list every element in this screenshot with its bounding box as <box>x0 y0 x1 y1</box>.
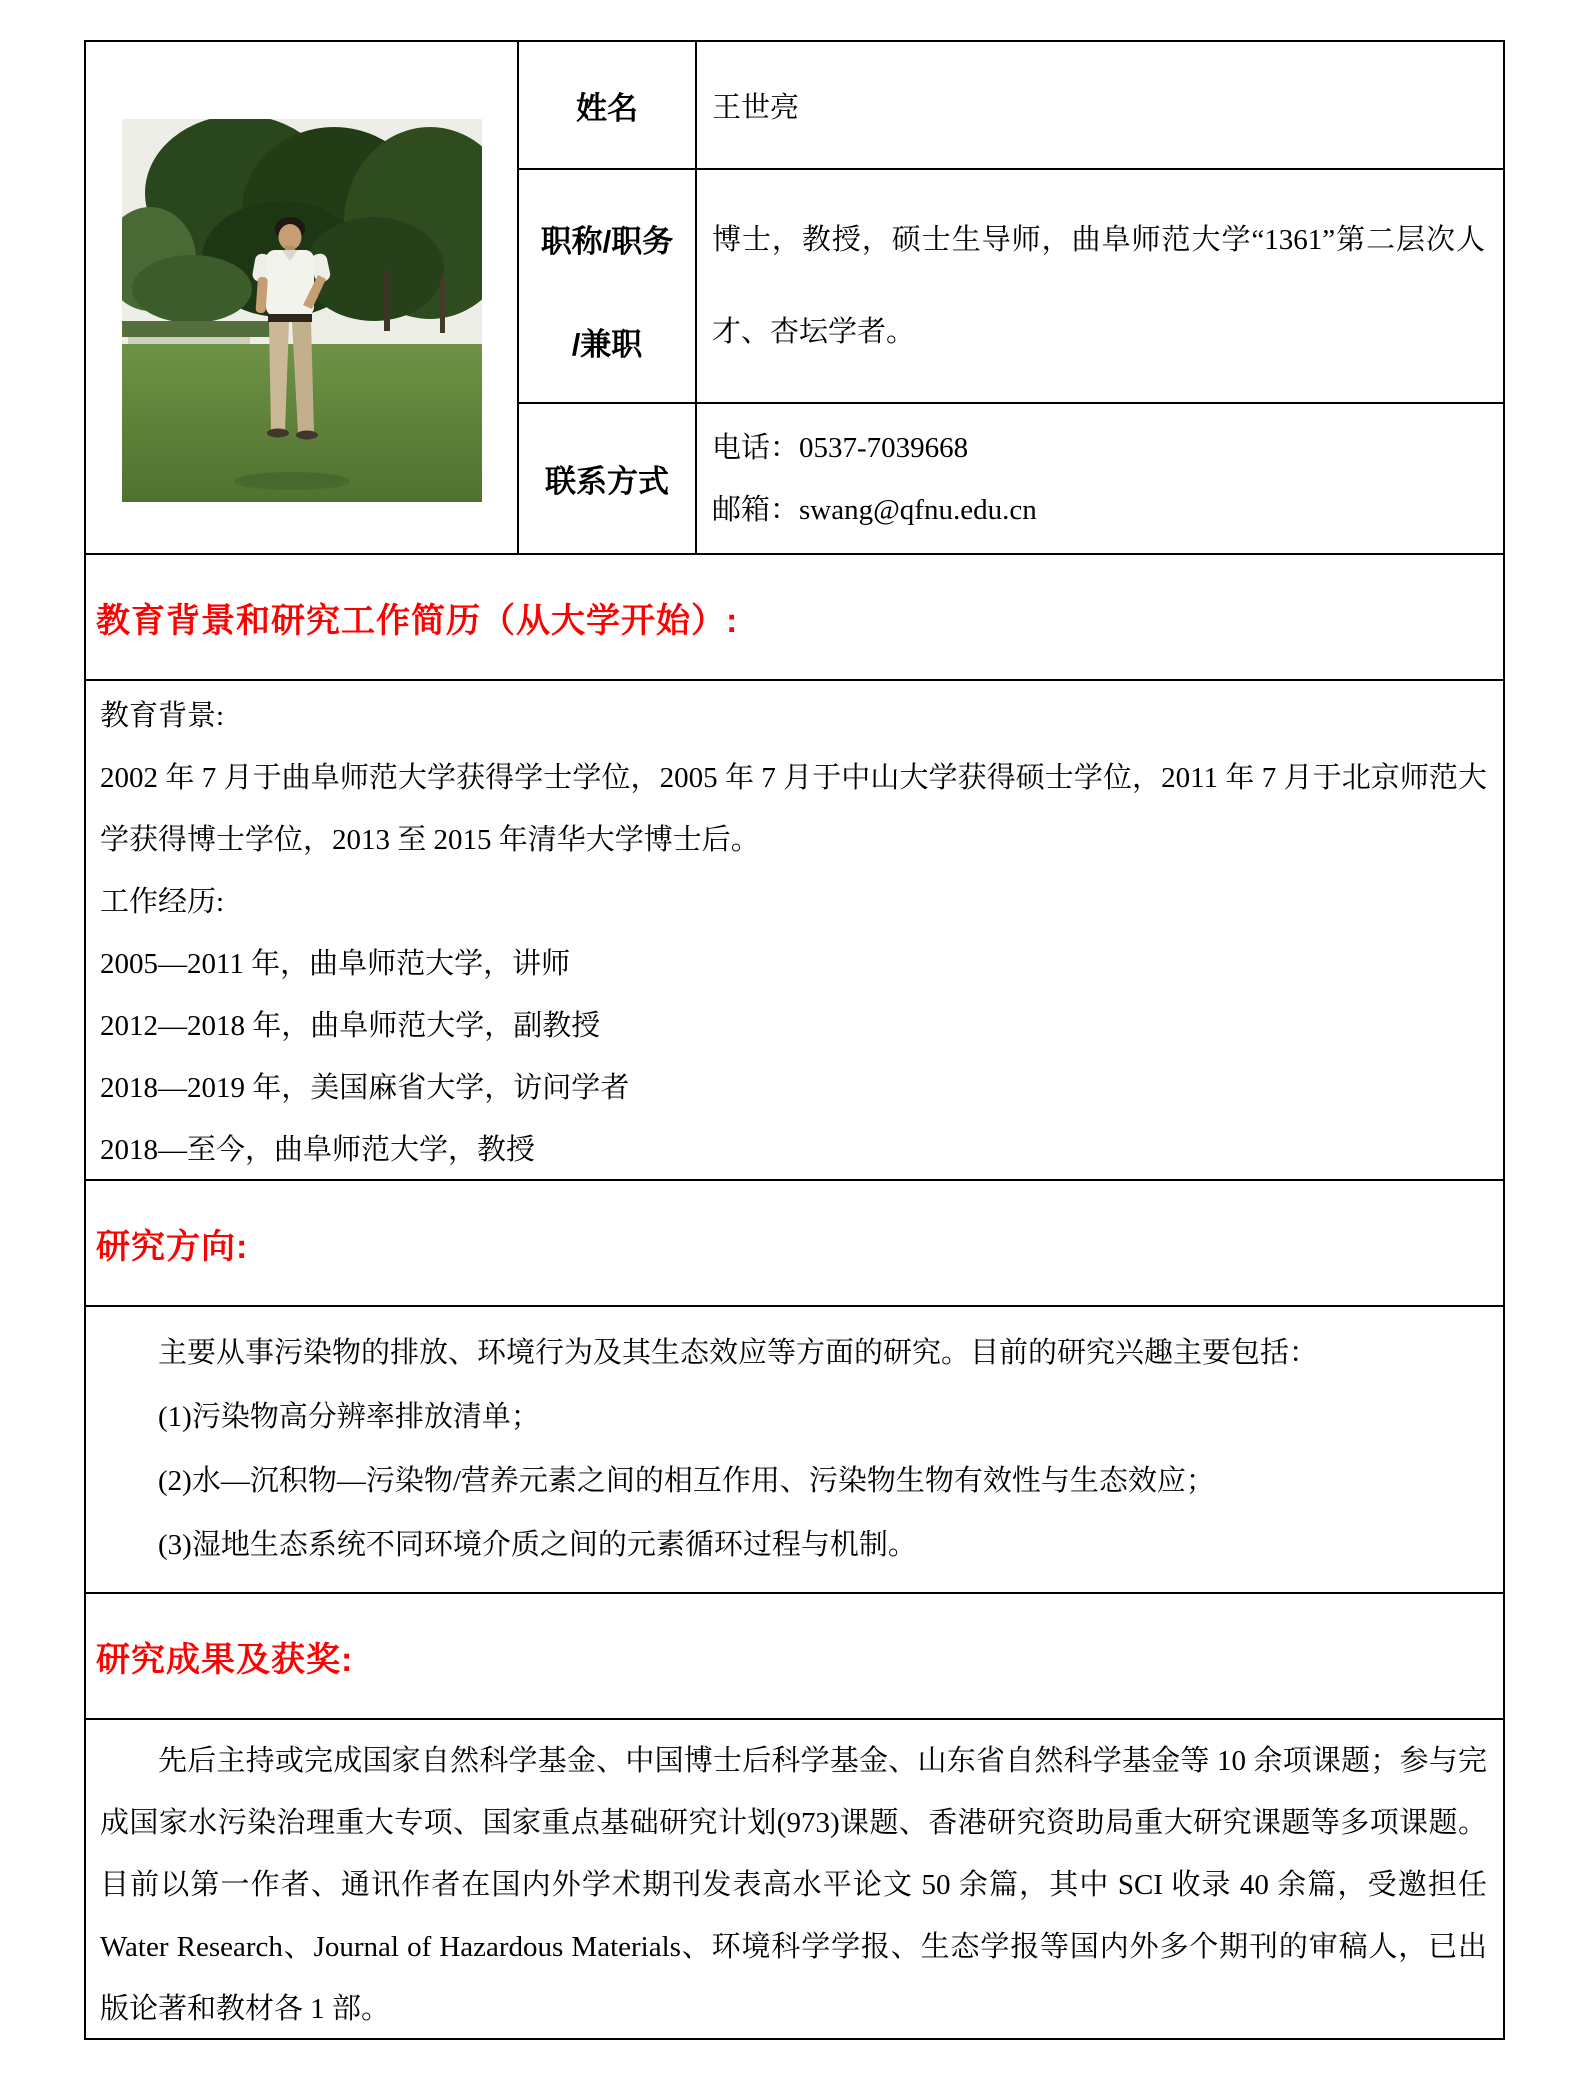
title-label-line1: 职称/职务 <box>540 224 674 259</box>
info-row <box>86 42 1503 553</box>
name-row <box>519 42 1503 168</box>
photo-cell <box>86 42 519 553</box>
photo-hedge <box>122 321 272 337</box>
contact-phone: 电话：0537-7039668 <box>712 431 969 464</box>
name-value <box>697 42 1503 168</box>
education-line: 2002 年 7 月于曲阜师范大学获得学士学位，2005 年 7 月于中山大学获得硕士学位，2011 年 7 月于北京师范大学获得博士学位，2013 至 2015 年清华大学博士后。 <box>100 762 1487 856</box>
education-line: 教育背景: <box>100 700 225 732</box>
contact-label: 联系方式 <box>519 404 697 553</box>
title-row <box>519 168 1503 402</box>
section-heading-research: 研究方向: <box>86 1179 1503 1305</box>
title-label-line2: /兼职 <box>571 327 643 362</box>
education-line: 2005—2011 年，曲阜师范大学，讲师 <box>100 948 571 980</box>
section-heading-achievements: 研究成果及获奖: <box>86 1592 1503 1718</box>
name-label: 姓名 <box>519 42 697 168</box>
education-line: 2012—2018 年，曲阜师范大学，副教授 <box>100 1010 601 1042</box>
cv-table <box>84 40 1505 2040</box>
title-text: 博士，教授，硕士生导师，曲阜师范大学“1361”第二层次人才、杏坛学者。 <box>712 224 1485 348</box>
education-line: 2018—至今，曲阜师范大学，教授 <box>100 1134 536 1166</box>
achievements-paragraph: 先后主持或完成国家自然科学基金、中国博士后科学基金、山东省自然科学基金等 10 余项课题；参与完成国家水污染治理重大专项、国家重点基础研究计划(973)课题、香港研究资助局重大研究课题等多项课题。目前以第一作者、通讯作者在国内外学术期刊发表高水平论文 50 余篇，其中 SCI 收录 40 余篇，受邀担任 Water Research、Journal of Hazardous Materials、环境科学学报、生态学报等国内外多个期刊的审稿人，已出版论著和教材各 1 部。 <box>100 1745 1487 2025</box>
title-label <box>519 170 697 402</box>
research-line: 主要从事污染物的排放、环境行为及其生态效应等方面的研究。目前的研究兴趣主要包括： <box>158 1337 1319 1369</box>
contact-row <box>519 402 1503 553</box>
name-text: 王世亮 <box>712 91 800 124</box>
research-line: (1)污染物高分辨率排放清单； <box>158 1401 540 1433</box>
section-research <box>86 1305 1503 1592</box>
section-achievements <box>86 1718 1503 2038</box>
contact-email: 邮箱：swang@qfnu.edu.cn <box>712 493 1037 526</box>
section-heading-education: 教育背景和研究工作简历（从大学开始）: <box>86 553 1503 679</box>
info-grid <box>519 42 1503 553</box>
section-education <box>86 679 1503 1179</box>
contact-value <box>697 404 1503 553</box>
research-line: (3)湿地生态系统不同环境介质之间的元素循环过程与机制。 <box>158 1529 917 1561</box>
title-value <box>697 170 1503 402</box>
profile-photo <box>122 119 482 502</box>
education-line: 工作经历: <box>100 886 225 918</box>
research-line: (2)水—沉积物—污染物/营养元素之间的相互作用、污染物生物有效性与生态效应； <box>158 1465 1215 1497</box>
education-line: 2018—2019 年，美国麻省大学，访问学者 <box>100 1072 630 1104</box>
